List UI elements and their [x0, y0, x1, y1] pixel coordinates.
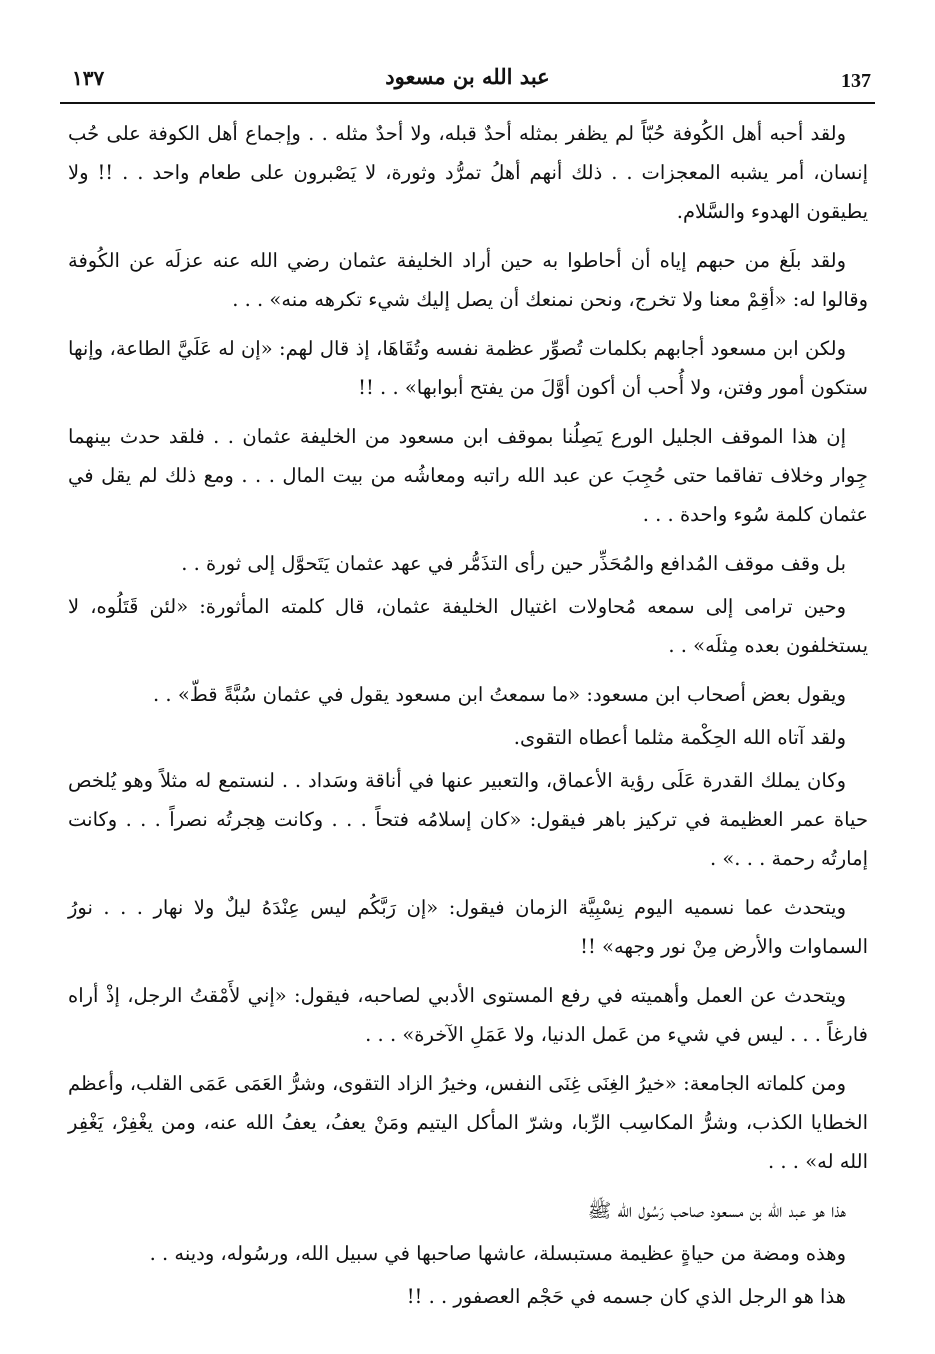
page-header: [60, 62, 875, 104]
paragraph: إن هذا الموقف الجليل الورع يَصِلُنا بموقف ابن مسعود من الخليفة عثمان . . فلقد حدث بينهما جِوار وخلاف تفاقما حتى حُجِبَ عن عبد الله راتبه ومعاشُه من بيت المال . . . ومع ذلك لم يقل في عثمان كلمة سُوء واحدة . . .: [68, 425, 868, 526]
paragraph: وكان يملك القدرة عَلَى رؤية الأعماق، والتعبير عنها في أناقة وسَداد . . لنستمع له مثلاً وهو يُلخص حياة عمر العظيمة في تركيز باهر فيقول: «كان إسلامُه فتحاً . . . وكانت هِجرتُه نصراً . . . وكانت إمارتُه رحمة . . .» .: [68, 769, 868, 870]
paragraph: ولقد أحبه أهل الكُوفة حُبّاً لم يظفر بمثله أحدٌ قبله، ولا أحدٌ مثله . . وإجماع أهل الكوفة على حُب إنسان، أمر يشبه المعجزات . . ذلك أنهم أهلُ تمرُّد وثورة، لا يَصْبرون على طعام واحد . . !! ولا يطيقون الهدوء والسَّلام.: [68, 122, 868, 223]
paragraph: ولقد آتاه الله الحِكْمة مثلما أعطاه التقوى.: [513, 726, 846, 749]
paragraph: هذا هو عبد الله بن مسعود صاحب رَسُول الله ﷺ: [587, 1199, 846, 1222]
paragraph: ويتحدث عما نسميه اليوم نِسْبِيَّة الزمان فيقول: «إن رَبَّكُم ليس عِنْدَهُ ليلٌ ولا نهار . . . نورُ السماوات والأرض مِنْ نور وجهه» !!: [68, 896, 868, 958]
paragraph: ومن كلماته الجامعة: «خيرُ الغِنَى غِنَى النفس، وخيرُ الزاد التقوى، وشرُّ العَمَى عَمَى القلب، وأعظم الخطايا الكذب، وشرُّ المكاسِب الرِّبا، وشرّ المأكل اليتيم ومَنْ يعفُ، يعفُ الله عنه، ومن يغْفِرْ، يَغْفِر الله له» . . .: [68, 1072, 868, 1173]
paragraph: ولكن ابن مسعود أجابهم بكلمات تُصوِّر عظمة نفسه وتُقَاهَا، إذ قال لهم: «إن له عَلَيَّ الطاعة، وإنها ستكون أمور وفتن، ولا أُحب أن أكون أوَّلَ من يفتح أبوابها» . . !!: [68, 337, 868, 399]
paragraph: ولقد بلَغ من حبهم إياه أن أحاطوا به حين أراد الخليفة عثمان رضي الله عنه عزلَه عن الكُوفة وقالوا له: «أقِمْ معنا ولا تخرج، ونحن نمنعك أن يصل إليك شيء تكرهه منه» . . .: [68, 249, 868, 311]
page-number-latin: 137: [841, 70, 871, 92]
page-number-arabic: ١٣٧: [72, 66, 105, 90]
page-body: [68, 114, 868, 1320]
paragraph: وحين ترامى إلى سمعه مُحاولات اغتيال الخليفة عثمان، قال كلمته المأثورة: «لئن قَتَلُوه، لا يستخلفون بعده مِثلَه» . .: [68, 595, 868, 657]
running-title: عبد الله بن مسعود: [385, 64, 550, 89]
paragraph: ويقول بعض أصحاب ابن مسعود: «ما سمعتُ ابن مسعود يقول في عثمان سُبَّةً قطّ» . .: [153, 683, 846, 706]
paragraph: هذا هو الرجل الذي كان جسمه في حَجْم العصفور . . !!: [406, 1285, 846, 1308]
paragraph: وهذه ومضة من حياةٍ عظيمة مستبسلة، عاشها صاحبها في سبيل الله، ورسُوله، ودينه . .: [149, 1242, 846, 1265]
paragraph: ويتحدث عن العمل وأهميته في رفع المستوى الأدبي لصاحبه، فيقول: «إني لأَمْقتُ الرجل، إذْ أراه فارغاً . . . ليس في شيء من عَمل الدنيا، ولا عَمَلِ الآخرة» . . .: [68, 984, 868, 1046]
paragraph: بل وقف موقف المُدافع والمُحَذِّر حين رأى التذَمُّر في عهد عثمان يَتَحوَّل إلى ثورة . .: [181, 552, 846, 575]
